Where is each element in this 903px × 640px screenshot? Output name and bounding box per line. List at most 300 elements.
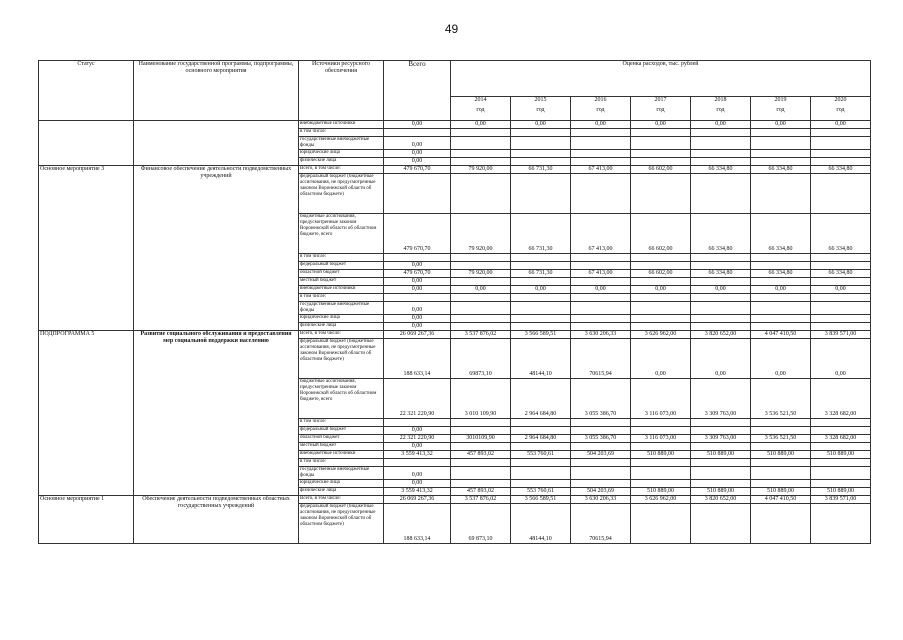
year-value-cell bbox=[631, 427, 691, 435]
year-value-cell bbox=[631, 315, 691, 323]
total-cell: 479 670,70 bbox=[384, 270, 451, 278]
year-value-cell: 0,00 bbox=[691, 339, 751, 379]
status-cell: Основное мероприятие 1 bbox=[39, 496, 134, 544]
year-value-cell bbox=[751, 504, 811, 544]
year-value-cell: 3 820 652,00 bbox=[691, 331, 751, 339]
year-value-cell bbox=[631, 419, 691, 427]
year-value-cell bbox=[691, 302, 751, 315]
year-value-cell bbox=[691, 419, 751, 427]
year-value-cell: 4 047 410,50 bbox=[751, 496, 811, 504]
year-value-cell: 0,00 bbox=[631, 121, 691, 129]
year-value-cell: 48144,10 bbox=[511, 339, 571, 379]
year-value-cell: 66 731,30 bbox=[511, 214, 571, 254]
year-value-cell: 0,00 bbox=[451, 286, 511, 294]
status-cell bbox=[39, 121, 134, 166]
total-cell: 0,00 bbox=[384, 286, 451, 294]
year-value-cell bbox=[691, 278, 751, 286]
source-cell: внебюджетные источники bbox=[299, 121, 384, 129]
source-cell: местный бюджет bbox=[299, 443, 384, 451]
source-cell: государственные внебюджетные фонды bbox=[299, 137, 384, 150]
year-value-cell bbox=[751, 158, 811, 166]
year-value-cell bbox=[631, 129, 691, 137]
year-value-cell: 0,00 bbox=[691, 121, 751, 129]
total-cell: 3 559 413,32 bbox=[384, 451, 451, 459]
total-cell bbox=[384, 459, 451, 467]
year-value-cell bbox=[511, 419, 571, 427]
source-cell: государственные внебюджетные фонды bbox=[299, 467, 384, 480]
year-value-cell: 3 116 073,00 bbox=[631, 435, 691, 443]
year-value-cell: 66 334,80 bbox=[811, 270, 871, 278]
header-year-unit: год bbox=[536, 107, 545, 113]
year-value-cell bbox=[571, 419, 631, 427]
year-value-cell bbox=[571, 137, 631, 150]
year-value-cell: 3 536 521,50 bbox=[751, 435, 811, 443]
year-value-cell bbox=[511, 467, 571, 480]
year-value-cell bbox=[571, 323, 631, 331]
year-value-cell: 3 328 682,00 bbox=[811, 435, 871, 443]
year-value-cell: 3 055 386,70 bbox=[571, 435, 631, 443]
year-value-cell bbox=[751, 262, 811, 270]
total-cell bbox=[384, 129, 451, 137]
year-value-cell bbox=[751, 419, 811, 427]
header-year bbox=[751, 97, 811, 121]
status-cell: Основное мероприятие 3 bbox=[39, 166, 134, 331]
year-value-cell bbox=[751, 137, 811, 150]
total-cell bbox=[384, 419, 451, 427]
year-value-cell: 70615,94 bbox=[571, 339, 631, 379]
year-value-cell: 0,00 bbox=[511, 121, 571, 129]
header-year-unit: год bbox=[776, 107, 785, 113]
year-value-cell bbox=[691, 174, 751, 214]
header-year-value: 2017 bbox=[654, 97, 667, 103]
header-year-value: 2016 bbox=[594, 97, 607, 103]
year-value-cell: 504 203,69 bbox=[571, 488, 631, 496]
total-cell: 188 633,14 bbox=[384, 339, 451, 379]
year-value-cell bbox=[631, 323, 691, 331]
header-year bbox=[511, 97, 571, 121]
year-value-cell bbox=[511, 262, 571, 270]
year-value-cell bbox=[811, 323, 871, 331]
year-value-cell bbox=[511, 137, 571, 150]
source-cell: областной бюджет bbox=[299, 435, 384, 443]
year-value-cell bbox=[571, 278, 631, 286]
year-value-cell: 66 334,80 bbox=[751, 214, 811, 254]
year-value-cell bbox=[811, 150, 871, 158]
year-value-cell bbox=[571, 254, 631, 262]
year-value-cell bbox=[511, 158, 571, 166]
year-value-cell: 3 566 589,51 bbox=[511, 331, 571, 339]
year-value-cell: 3 328 682,00 bbox=[811, 379, 871, 419]
year-value-cell: 510 889,00 bbox=[811, 488, 871, 496]
year-value-cell bbox=[751, 315, 811, 323]
year-value-cell bbox=[511, 480, 571, 488]
year-value-cell bbox=[451, 137, 511, 150]
source-cell: в том числе: bbox=[299, 254, 384, 262]
source-cell: юридические лица bbox=[299, 150, 384, 158]
year-value-cell bbox=[751, 150, 811, 158]
year-value-cell: 66 731,30 bbox=[511, 270, 571, 278]
year-value-cell: 553 760,61 bbox=[511, 488, 571, 496]
year-value-cell: 66 602,00 bbox=[631, 270, 691, 278]
year-value-cell: 66 602,00 bbox=[631, 214, 691, 254]
year-value-cell bbox=[691, 254, 751, 262]
year-value-cell bbox=[571, 459, 631, 467]
source-cell: Всего, в том числе: bbox=[299, 331, 384, 339]
year-value-cell bbox=[691, 467, 751, 480]
year-value-cell bbox=[691, 427, 751, 435]
year-value-cell bbox=[571, 480, 631, 488]
header-year-unit: год bbox=[596, 107, 605, 113]
total-cell: 22 321 220,90 bbox=[384, 435, 451, 443]
year-value-cell bbox=[811, 137, 871, 150]
year-value-cell: 0,00 bbox=[811, 121, 871, 129]
year-value-cell bbox=[511, 294, 571, 302]
year-value-cell: 510 889,00 bbox=[811, 451, 871, 459]
source-cell: федеральный бюджет bbox=[299, 262, 384, 270]
year-value-cell bbox=[511, 302, 571, 315]
source-cell: государственные внебюджетные фонды bbox=[299, 302, 384, 315]
year-value-cell bbox=[631, 302, 691, 315]
year-value-cell bbox=[751, 302, 811, 315]
year-value-cell: 3 309 763,00 bbox=[691, 435, 751, 443]
year-value-cell: 66 334,80 bbox=[691, 214, 751, 254]
year-value-cell bbox=[451, 129, 511, 137]
total-cell: 26 069 267,36 bbox=[384, 331, 451, 339]
header-year bbox=[571, 97, 631, 121]
year-value-cell bbox=[631, 174, 691, 214]
year-value-cell bbox=[631, 443, 691, 451]
total-cell: 26 069 267,36 bbox=[384, 496, 451, 504]
header-year-value: 2015 bbox=[534, 97, 547, 103]
year-value-cell bbox=[451, 278, 511, 286]
year-value-cell: 3 820 652,00 bbox=[691, 496, 751, 504]
year-value-cell bbox=[631, 504, 691, 544]
year-value-cell: 79 920,00 bbox=[451, 214, 511, 254]
year-value-cell bbox=[571, 294, 631, 302]
table-row bbox=[39, 331, 871, 339]
year-value-cell bbox=[571, 262, 631, 270]
year-value-cell bbox=[631, 137, 691, 150]
year-value-cell bbox=[451, 150, 511, 158]
header-year-unit: год bbox=[716, 107, 725, 113]
year-value-cell bbox=[691, 129, 751, 137]
year-value-cell: 4 047 410,50 bbox=[751, 331, 811, 339]
year-value-cell bbox=[691, 323, 751, 331]
year-value-cell bbox=[631, 254, 691, 262]
year-value-cell: 0,00 bbox=[751, 121, 811, 129]
year-value-cell bbox=[751, 480, 811, 488]
year-value-cell bbox=[691, 443, 751, 451]
year-value-cell bbox=[451, 254, 511, 262]
year-value-cell: 3 626 962,00 bbox=[631, 496, 691, 504]
table-row bbox=[39, 496, 871, 504]
year-value-cell bbox=[571, 467, 631, 480]
total-cell bbox=[384, 254, 451, 262]
source-cell: физические лица bbox=[299, 158, 384, 166]
year-value-cell: 510 889,00 bbox=[631, 451, 691, 459]
year-value-cell bbox=[571, 302, 631, 315]
year-value-cell: 0,00 bbox=[571, 286, 631, 294]
header-year bbox=[631, 97, 691, 121]
year-value-cell: 2 964 684,80 bbox=[511, 435, 571, 443]
year-value-cell: 0,00 bbox=[751, 286, 811, 294]
year-value-cell bbox=[571, 443, 631, 451]
header-year-unit: год bbox=[836, 107, 845, 113]
year-value-cell: 510 889,00 bbox=[751, 488, 811, 496]
year-value-cell: 69873,10 bbox=[451, 339, 511, 379]
total-cell: 0,00 bbox=[384, 278, 451, 286]
year-value-cell: 3 626 962,00 bbox=[631, 331, 691, 339]
year-value-cell bbox=[811, 129, 871, 137]
budget-table bbox=[38, 60, 871, 544]
total-cell: 22 321 220,90 bbox=[384, 379, 451, 419]
header-year bbox=[811, 97, 871, 121]
year-value-cell: 66 334,80 bbox=[751, 166, 811, 174]
budget-table-body bbox=[39, 121, 871, 544]
program-name-cell bbox=[134, 121, 299, 166]
header-year-unit: год bbox=[476, 107, 485, 113]
year-value-cell bbox=[511, 129, 571, 137]
year-value-cell: 0,00 bbox=[691, 286, 751, 294]
year-value-cell bbox=[811, 315, 871, 323]
year-value-cell bbox=[451, 323, 511, 331]
year-value-cell: 457 893,02 bbox=[451, 488, 511, 496]
total-cell: 0,00 bbox=[384, 467, 451, 480]
year-value-cell bbox=[811, 427, 871, 435]
program-name-cell: Развитие социального обслуживания и предоставления мер социальной поддержки населению bbox=[134, 331, 299, 496]
total-cell: 0,00 bbox=[384, 323, 451, 331]
year-value-cell bbox=[751, 323, 811, 331]
year-value-cell bbox=[691, 137, 751, 150]
year-value-cell bbox=[511, 427, 571, 435]
year-value-cell: 67 413,00 bbox=[571, 214, 631, 254]
year-value-cell: 3 536 521,50 bbox=[751, 379, 811, 419]
total-cell: 3 559 413,32 bbox=[384, 488, 451, 496]
year-value-cell bbox=[811, 443, 871, 451]
year-value-cell bbox=[451, 262, 511, 270]
year-value-cell: 67 413,00 bbox=[571, 270, 631, 278]
source-cell: в том числе: bbox=[299, 419, 384, 427]
table-row bbox=[39, 166, 871, 174]
year-value-cell bbox=[451, 480, 511, 488]
year-value-cell bbox=[511, 323, 571, 331]
source-cell: в том числе: bbox=[299, 294, 384, 302]
total-cell: 0,00 bbox=[384, 315, 451, 323]
year-value-cell bbox=[511, 254, 571, 262]
year-value-cell: 3010109,90 bbox=[451, 435, 511, 443]
header-estimate: Оценка расходов, тыс. рублей bbox=[451, 61, 871, 97]
header-total: Всего bbox=[384, 61, 451, 121]
year-value-cell: 79 920,00 bbox=[451, 166, 511, 174]
year-value-cell bbox=[571, 158, 631, 166]
year-value-cell: 510 889,00 bbox=[631, 488, 691, 496]
year-value-cell: 0,00 bbox=[751, 339, 811, 379]
year-value-cell: 79 920,00 bbox=[451, 270, 511, 278]
total-cell: 0,00 bbox=[384, 480, 451, 488]
year-value-cell: 3 055 386,70 bbox=[571, 379, 631, 419]
total-cell: 0,00 bbox=[384, 427, 451, 435]
year-value-cell bbox=[511, 150, 571, 158]
total-cell: 0,00 bbox=[384, 121, 451, 129]
source-cell: федеральный бюджет (бюджетные ассигнования, не предусмотренные законом Воронежской области об областном бюджете) bbox=[299, 504, 384, 544]
source-cell: местный бюджет bbox=[299, 278, 384, 286]
year-value-cell bbox=[691, 294, 751, 302]
header-year-value: 2018 bbox=[714, 97, 727, 103]
year-value-cell: 457 893,02 bbox=[451, 451, 511, 459]
year-value-cell bbox=[451, 302, 511, 315]
source-cell: внебюджетные источники bbox=[299, 286, 384, 294]
year-value-cell: 66 731,30 bbox=[511, 166, 571, 174]
source-cell: Всего, в том числе: bbox=[299, 496, 384, 504]
header-year bbox=[691, 97, 751, 121]
total-cell: 479 670,70 bbox=[384, 166, 451, 174]
year-value-cell bbox=[451, 315, 511, 323]
total-cell: 188 633,14 bbox=[384, 504, 451, 544]
year-value-cell: 66 602,00 bbox=[631, 166, 691, 174]
year-value-cell: 70615,94 bbox=[571, 504, 631, 544]
source-cell: областной бюджет bbox=[299, 270, 384, 278]
year-value-cell bbox=[691, 459, 751, 467]
total-cell: 0,00 bbox=[384, 262, 451, 270]
header-status: Статус bbox=[39, 61, 134, 121]
year-value-cell bbox=[751, 443, 811, 451]
header-year bbox=[451, 97, 511, 121]
year-value-cell bbox=[631, 467, 691, 480]
year-value-cell bbox=[451, 419, 511, 427]
year-value-cell bbox=[631, 262, 691, 270]
year-value-cell bbox=[451, 467, 511, 480]
year-value-cell bbox=[751, 294, 811, 302]
year-value-cell bbox=[451, 294, 511, 302]
year-value-cell: 3 309 763,00 bbox=[691, 379, 751, 419]
year-value-cell bbox=[451, 427, 511, 435]
year-value-cell bbox=[631, 158, 691, 166]
year-value-cell: 0,00 bbox=[631, 286, 691, 294]
year-value-cell bbox=[811, 294, 871, 302]
year-value-cell bbox=[691, 480, 751, 488]
year-value-cell bbox=[451, 459, 511, 467]
header-sources: Источники ресурсного обеспечения bbox=[299, 61, 384, 121]
year-value-cell: 66 334,80 bbox=[811, 214, 871, 254]
year-value-cell: 3 010 109,90 bbox=[451, 379, 511, 419]
source-cell: федеральный бюджет (бюджетные ассигнования, не предусмотренные законом Воронежской области об областном бюджете) bbox=[299, 174, 384, 214]
year-value-cell bbox=[511, 278, 571, 286]
program-name-cell: Финансовое обеспечение деятельности подведомственных учреждений bbox=[134, 166, 299, 331]
page-number: 49 bbox=[444, 22, 459, 36]
year-value-cell bbox=[751, 467, 811, 480]
year-value-cell: 66 334,80 bbox=[691, 166, 751, 174]
year-value-cell: 2 964 684,80 bbox=[511, 379, 571, 419]
total-cell: 0,00 bbox=[384, 158, 451, 166]
year-value-cell bbox=[631, 294, 691, 302]
source-cell: федеральный бюджет bbox=[299, 427, 384, 435]
source-cell: бюджетные ассигнования, предусмотренные законом Воронежской области об областном бюджете, всего bbox=[299, 214, 384, 254]
total-cell bbox=[384, 174, 451, 214]
header-name: Наименование государственной программы, подпрограммы, основного мероприятия bbox=[134, 61, 299, 121]
year-value-cell bbox=[691, 504, 751, 544]
source-cell: физические лица bbox=[299, 323, 384, 331]
year-value-cell: 0,00 bbox=[451, 121, 511, 129]
year-value-cell bbox=[811, 158, 871, 166]
year-value-cell bbox=[751, 278, 811, 286]
year-value-cell bbox=[811, 419, 871, 427]
year-value-cell bbox=[811, 254, 871, 262]
year-value-cell bbox=[511, 459, 571, 467]
year-value-cell bbox=[751, 459, 811, 467]
year-value-cell bbox=[511, 443, 571, 451]
year-value-cell: 510 889,00 bbox=[751, 451, 811, 459]
year-value-cell: 3 537 876,02 bbox=[451, 331, 511, 339]
year-value-cell: 3 839 571,00 bbox=[811, 331, 871, 339]
header-year-unit: год bbox=[656, 107, 665, 113]
year-value-cell bbox=[571, 427, 631, 435]
header-year-value: 2019 bbox=[774, 97, 787, 103]
year-value-cell bbox=[571, 150, 631, 158]
year-value-cell bbox=[811, 302, 871, 315]
source-cell: в том числе: bbox=[299, 129, 384, 137]
source-cell: в том числе: bbox=[299, 459, 384, 467]
year-value-cell bbox=[571, 129, 631, 137]
year-value-cell: 553 760,61 bbox=[511, 451, 571, 459]
year-value-cell bbox=[511, 174, 571, 214]
year-value-cell bbox=[811, 174, 871, 214]
year-value-cell: 0,00 bbox=[631, 339, 691, 379]
year-value-cell: 510 889,00 bbox=[691, 451, 751, 459]
year-value-cell bbox=[751, 129, 811, 137]
year-value-cell bbox=[571, 174, 631, 214]
year-value-cell: 69 873,10 bbox=[451, 504, 511, 544]
year-value-cell bbox=[811, 504, 871, 544]
year-value-cell: 3 566 589,51 bbox=[511, 496, 571, 504]
source-cell: федеральный бюджет (бюджетные ассигнования, не предусмотренные законом Воронежской области об областном бюджете) bbox=[299, 339, 384, 379]
year-value-cell bbox=[811, 262, 871, 270]
year-value-cell bbox=[571, 315, 631, 323]
year-value-cell bbox=[451, 443, 511, 451]
total-cell: 0,00 bbox=[384, 302, 451, 315]
year-value-cell bbox=[811, 459, 871, 467]
year-value-cell bbox=[811, 278, 871, 286]
year-value-cell: 3 116 073,00 bbox=[631, 379, 691, 419]
year-value-cell bbox=[811, 467, 871, 480]
year-value-cell bbox=[691, 150, 751, 158]
year-value-cell: 0,00 bbox=[571, 121, 631, 129]
year-value-cell: 0,00 bbox=[811, 339, 871, 379]
year-value-cell bbox=[631, 480, 691, 488]
year-value-cell bbox=[631, 459, 691, 467]
total-cell: 0,00 bbox=[384, 443, 451, 451]
year-value-cell: 510 889,00 bbox=[691, 488, 751, 496]
year-value-cell bbox=[511, 315, 571, 323]
year-value-cell: 504 203,69 bbox=[571, 451, 631, 459]
year-value-cell bbox=[631, 150, 691, 158]
source-cell: физические лица bbox=[299, 488, 384, 496]
year-value-cell: 3 630 206,33 bbox=[571, 331, 631, 339]
year-value-cell: 3 630 206,33 bbox=[571, 496, 631, 504]
total-cell: 0,00 bbox=[384, 137, 451, 150]
header-year-value: 2020 bbox=[834, 97, 847, 103]
program-name-cell: Обеспечение деятельности подведомственных областных государственных учреждений bbox=[134, 496, 299, 544]
year-value-cell bbox=[751, 254, 811, 262]
year-value-cell bbox=[751, 174, 811, 214]
source-cell: бюджетные ассигнования, предусмотренные законом Воронежской области об областном бюджете, всего bbox=[299, 379, 384, 419]
year-value-cell bbox=[811, 480, 871, 488]
year-value-cell bbox=[691, 158, 751, 166]
year-value-cell: 67 413,00 bbox=[571, 166, 631, 174]
year-value-cell: 0,00 bbox=[811, 286, 871, 294]
status-cell: ПОДПРОГРАММА 5 bbox=[39, 331, 134, 496]
total-cell: 0,00 bbox=[384, 150, 451, 158]
year-value-cell bbox=[451, 158, 511, 166]
